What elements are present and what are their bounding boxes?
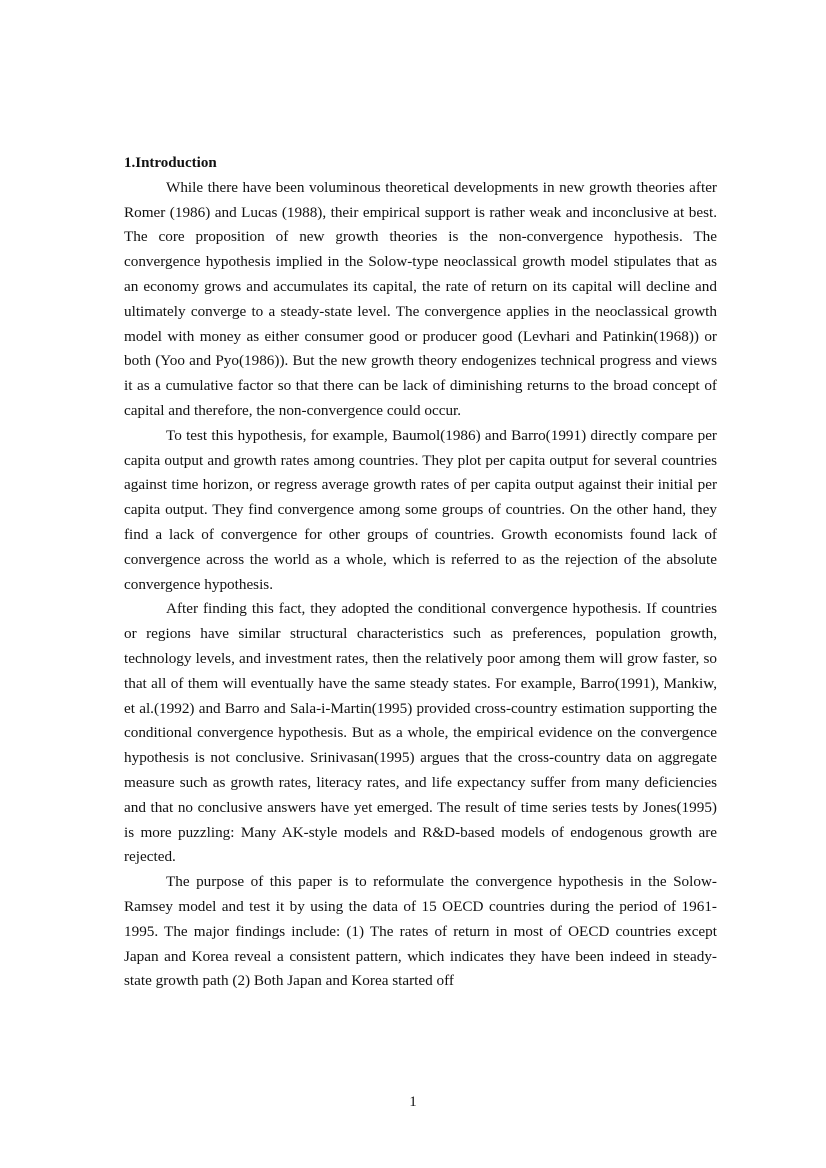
document-body [124,151,717,994]
paragraph-tests: To test this hypothesis, for example, Baumol(1986) and Barro(1991) directly compare per capita output and growth rates among countries. They plot per capita output for several countries against time horizon, or regress average growth rates of per capita output against their initial per capita output. They find convergence among some groups of countries. On the other hand, they find a lack of convergence for other groups of countries. Growth economists found lack of convergence across the world as a whole, which is referred to as the rejection of the absolute convergence hypothesis. [124,426,717,593]
section-heading: 1.Introduction [124,155,217,171]
paragraph-conditional: After finding this fact, they adopted the conditional convergence hypothesis. If countries or regions have similar structural characteristics such as preferences, population growth, technology levels, and investment rates, then the relatively poor among them will grow faster, so that all of them will eventually have the same steady states. For example, Barro(1991), Mankiw, et al.(1992) and Barro and Sala-i-Martin(1995) provided cross-country estimation supporting the conditional convergence hypothesis. But as a whole, the empirical evidence on the convergence hypothesis is not conclusive. Srinivasan(1995) argues that the cross-country data on aggregate measure such as growth rates, literacy rates, and life expectancy suffer from many deficiencies and that no conclusive answers have yet emerged. The result of time series tests by Jones(1995) is more puzzling: Many AK-style models and R&D-based models of endogenous growth are rejected. [124,600,717,866]
page-number: 1 [409,1094,417,1110]
paragraph-intro: While there have been voluminous theoretical developments in new growth theories after Romer (1986) and Lucas (1988), their empirical support is rather weak and inconclusive at best. The core proposition of new growth theories is the non-convergence hypothesis. The convergence hypothesis implied in the Solow-type neoclassical growth model stipulates that as an economy grows and accumulates its capital, the rate of return on its capital will decline and ultimately converge to a steady-state level. The convergence applies in the neoclassical growth model with money as either consumer good or producer good (Levhari and Patinkin(1968)) or both (Yoo and Pyo(1986)). But the new growth theory endogenizes technical progress and views it as a cumulative factor so that there can be lack of diminishing returns to the broad concept of capital and therefore, the non-convergence could occur. [124,178,717,419]
paragraph-purpose: The purpose of this paper is to reformulate the convergence hypothesis in the Solow-Ramsey model and test it by using the data of 15 OECD countries during the period of 1961-1995. The major findings include: (1) The rates of return in most of OECD countries except Japan and Korea reveal a consistent pattern, which indicates they have been indeed in steady-state growth path (2) Both Japan and Korea started off [124,873,717,990]
